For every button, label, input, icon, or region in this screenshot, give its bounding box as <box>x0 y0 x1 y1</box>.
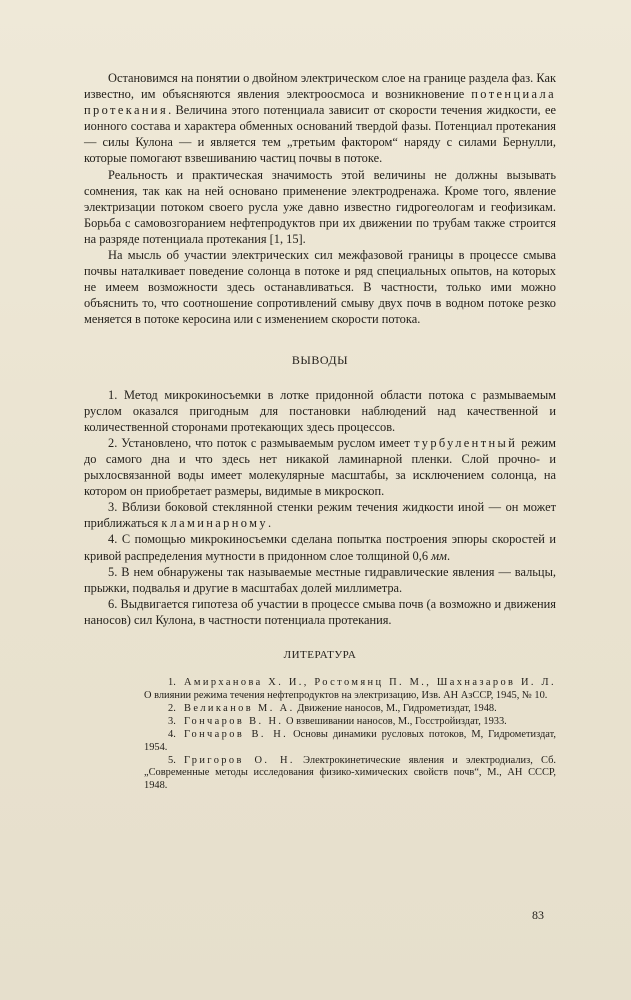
reference-item: 3. Гончаров В. Н. О взвешивании наносов, М., Госстройиздат, 1933. <box>168 715 507 727</box>
conclusion-item: 2. Установлено, что поток с размываемым руслом имеет турбулентный режим до самого дна и что здесь нет никакой ламинарной пленки. Слой прочно- и рыхлосвязанной воды имеет молекулярные масштабы, за исключением солонца, на котором он приобретает размеры, видимые в микроскоп. <box>84 435 557 499</box>
reference-item: 2. Великанов М. А. Движение наносов, М., Гидрометиздат, 1948. <box>168 702 497 714</box>
reference-item: 4. Гончаров В. Н. Основы динамики русловых потоков, М, Гидрометиздат, 1954. <box>144 728 556 753</box>
page-content <box>84 70 556 793</box>
unit-mm: мм <box>431 548 447 563</box>
references-list <box>84 677 556 793</box>
reference-authors: Великанов М. А. <box>184 702 295 714</box>
conclusion-item: 6. Выдвигается гипотеза об участии в процессе смыва почв (а возможно и движения наносов) сил Кулона, в частности потенциала протекания. <box>84 596 556 627</box>
conclusion-item: 4. С помощью микрокиносъемки сделана попытка построения эпюры скоростей и кривой распределения мутности в придонном слое толщиной 0,6 мм. <box>84 532 556 563</box>
conclusion-item: 1. Метод микрокиносъемки в лотке придонной области потока с размываемым руслом оказался пригодным для постановки наблюдений над качественной и количественной сторонами протекающих здесь процессов. <box>84 387 556 434</box>
body-paragraph: На мысль об участии электрических сил межфазовой границы в процессе смыва почвы наталкивает поведение солонца в потоке и ряд специальных опытов, на которых не имеем возможности здесь останавливаться. В частности, только ими можно объяснить то, что соотношение сопротивлений смыву двух почв в водном потоке резко меняется в потоке керосина или с изменением скорости потока. <box>84 248 556 327</box>
reference-authors: Гончаров В. Н. <box>184 728 289 740</box>
body-paragraph: Реальность и практическая значимость этой величины не должны вызывать сомнения, так как на ней основано применение электродренажа. Кроме того, явление электризации потоком своего русла уже давно известно гидрогеологам и геофизикам. Борьба с самовозгоранием нефтепродуктов при их движении по трубам также строится на разряде потенциала протекания [1, 15]. <box>84 167 556 246</box>
conclusion-item: 5. В нем обнаружены так называемые местные гидравлические явления — вальцы, прыжки, подвалья и другие в масштабах долей миллиметра. <box>84 564 556 595</box>
reference-item: 5. Григоров О. Н. Электрокинетические явления и электродиализ, Сб. „Современные методы исследования физико-химических свойств почв“, М., АН СССР, 1948. <box>144 754 556 792</box>
spaced-term: потенциала протекания <box>84 87 556 118</box>
body-paragraph: Остановимся на понятии о двойном электрическом слое на границе раздела фаз. Как известно, им объясняются явления электроосмоса и возникновение потенциала протекания. Величина этого потенциала зависит от скорости течения жидкости, ее ионного состава и характера обменных оснований твердой фазы. Потенциал протекания — силы Кулона — и является тем „третьим фактором“ наряду с силами Бернулли, которые помогают взвешиванию частиц почвы в потоке. <box>84 71 556 166</box>
reference-authors: Амирханова Х. И., Ростомянц П. М., Шахназаров И. Л. <box>184 677 556 689</box>
conclusions-heading: ВЫВОДЫ <box>291 352 349 367</box>
reference-item: 1. Амирханова Х. И., Ростомянц П. М., Шахназаров И. Л. О влиянии режима течения нефтепродуктов на электризацию, Изв. АН АзССР, 1945, № 10. <box>144 677 556 701</box>
spaced-term: ламинарному <box>170 516 269 531</box>
reference-authors: Гончаров В. Н. <box>184 715 284 727</box>
reference-authors: Григоров О. Н. <box>184 754 295 766</box>
references-heading: ЛИТЕРАТУРА <box>283 649 357 661</box>
page-number: 83 <box>532 908 544 922</box>
spaced-term: турбулентный <box>414 435 518 450</box>
conclusion-item: 3. Вблизи боковой стеклянной стенки режим течения жидкости иной — он может приближаться к ламинарному. <box>84 500 556 531</box>
